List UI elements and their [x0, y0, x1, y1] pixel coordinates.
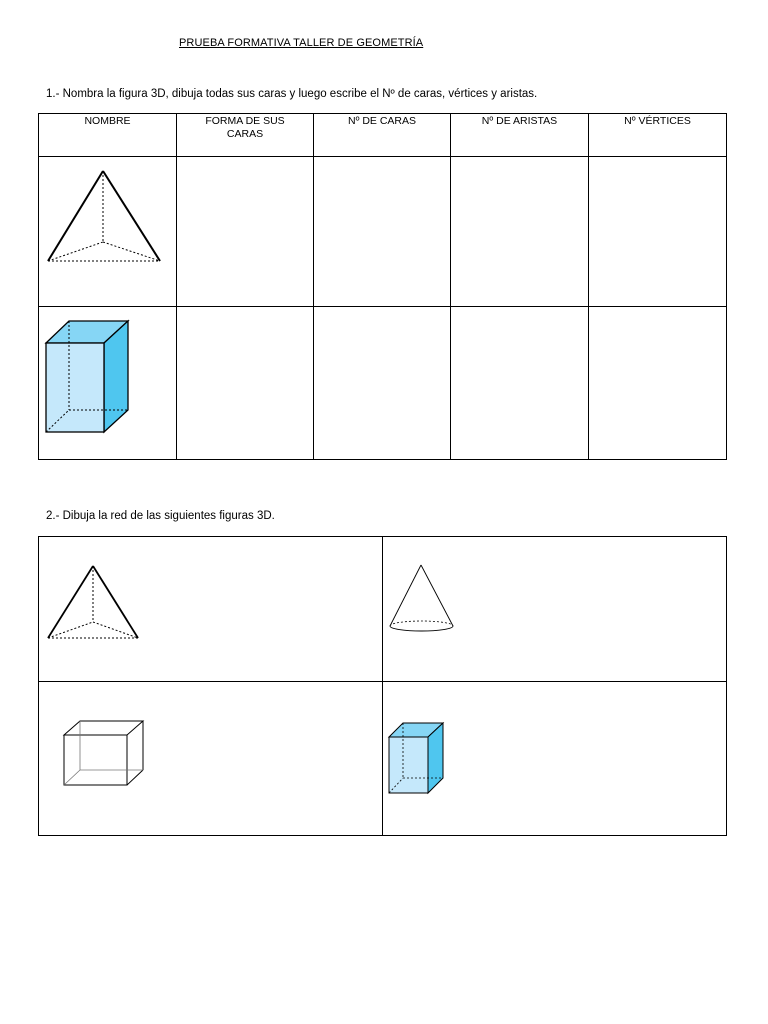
figure-cell[interactable]	[383, 537, 727, 682]
answer-cell[interactable]	[589, 307, 727, 460]
cube-icon	[39, 682, 239, 835]
document-title: PRUEBA FORMATIVA TALLER DE GEOMETRÍA	[179, 37, 424, 49]
pyramid-icon	[39, 157, 177, 306]
rectangular-prism-icon	[39, 307, 177, 459]
header-nombre: NOMBRE	[39, 114, 177, 157]
figure-cell[interactable]	[39, 537, 383, 682]
answer-cell[interactable]	[451, 307, 589, 460]
table-row	[39, 157, 727, 307]
question-1-prompt: 1.- Nombra la figura 3D, dibuja todas sus caras y luego escribe el Nº de caras, vértices y aristas.	[46, 88, 538, 100]
table-row	[39, 307, 727, 460]
answer-cell[interactable]	[177, 307, 314, 460]
figure-cell[interactable]	[39, 682, 383, 836]
cone-icon	[383, 537, 583, 681]
answer-cell[interactable]	[177, 157, 314, 307]
question-1-table	[38, 113, 727, 460]
pyramid-icon	[39, 537, 239, 681]
header-forma-caras: FORMA DE SUS CARAS	[177, 114, 314, 157]
figure-cell	[39, 157, 177, 307]
header-num-aristas: Nº DE ARISTAS	[451, 114, 589, 157]
header-num-caras: Nº DE CARAS	[314, 114, 451, 157]
figure-cell[interactable]	[383, 682, 727, 836]
answer-cell[interactable]	[451, 157, 589, 307]
question-2-table	[38, 536, 727, 836]
figure-cell	[39, 307, 177, 460]
table-row	[39, 537, 727, 682]
table-header-row	[39, 114, 727, 157]
answer-cell[interactable]	[314, 307, 451, 460]
answer-cell[interactable]	[589, 157, 727, 307]
header-num-vertices: Nº VÉRTICES	[589, 114, 727, 157]
rectangular-prism-icon	[383, 682, 583, 835]
table-row	[39, 682, 727, 836]
question-2-prompt: 2.- Dibuja la red de las siguientes figuras 3D.	[46, 510, 275, 522]
answer-cell[interactable]	[314, 157, 451, 307]
